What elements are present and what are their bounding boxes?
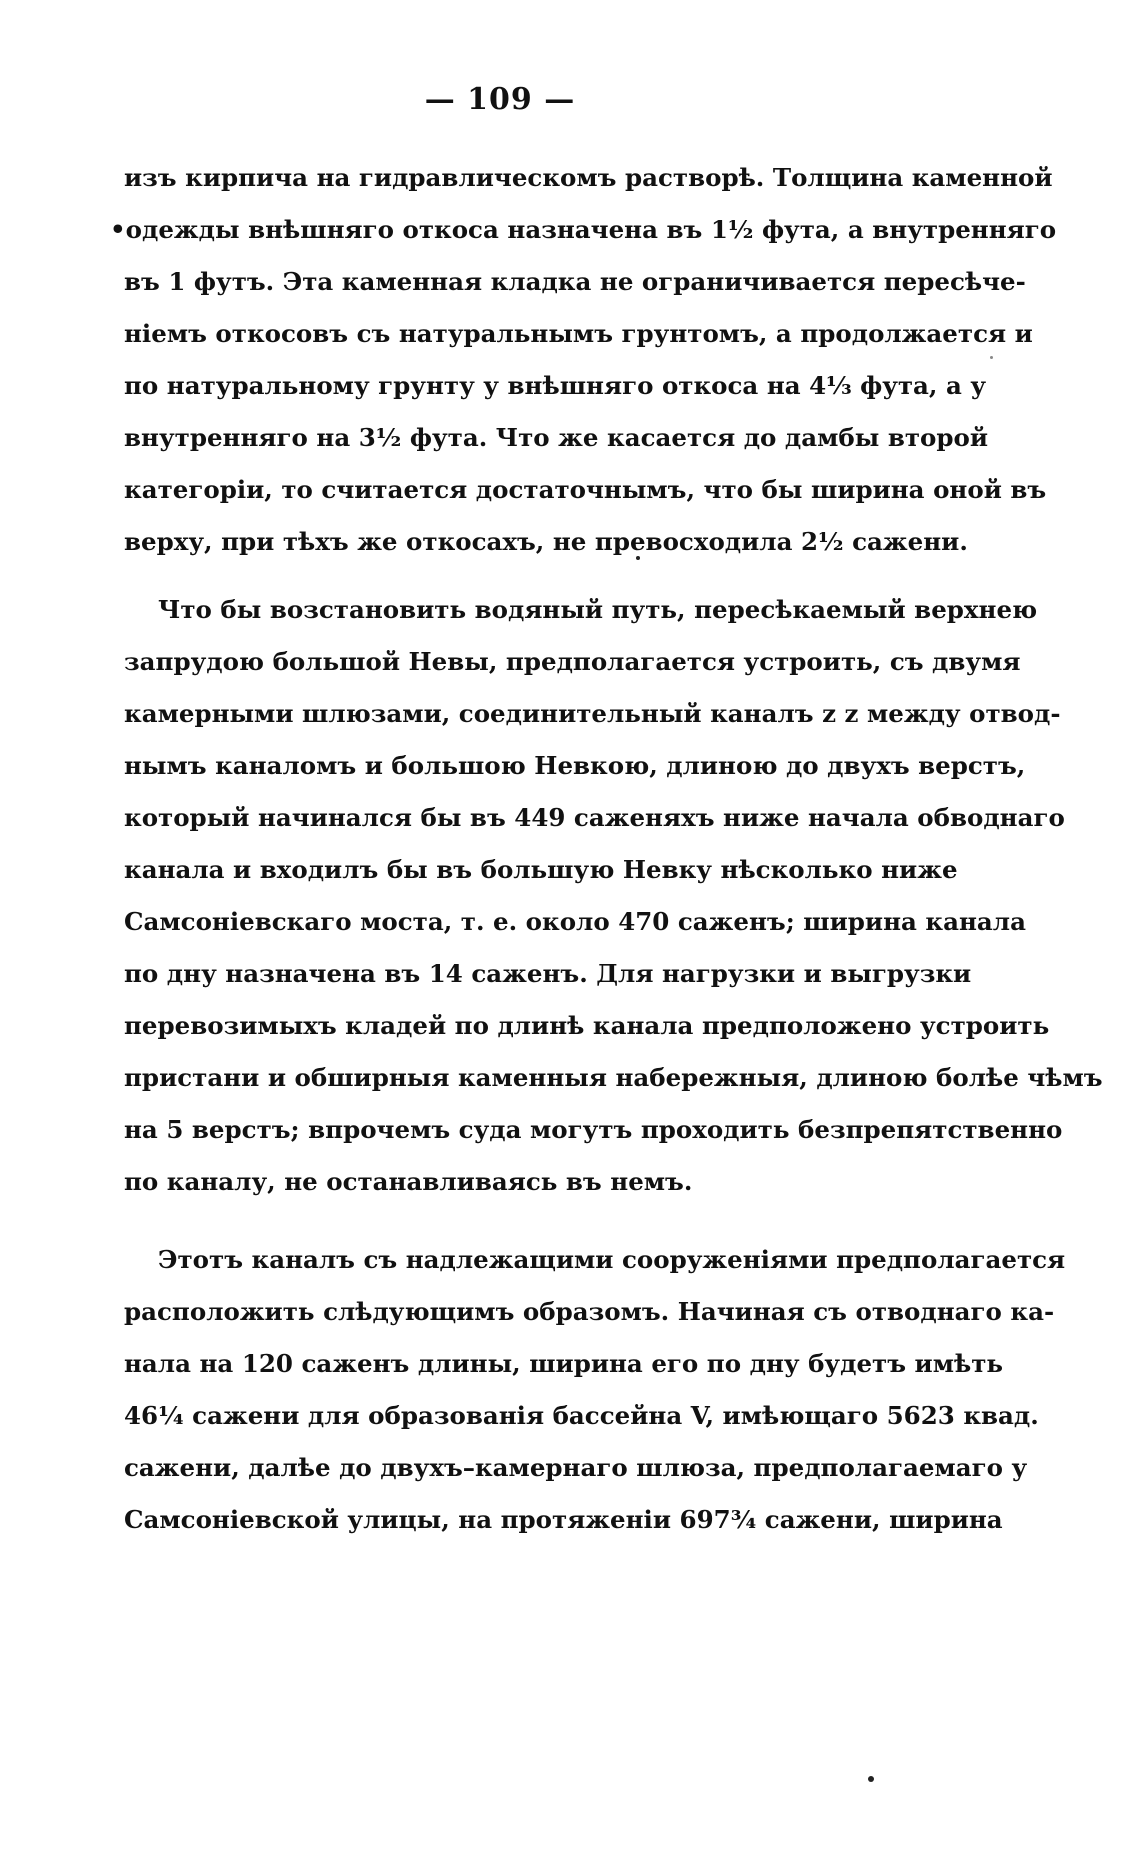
text-line: нала на 120 саженъ длины, ширина его по дну будетъ имѣть xyxy=(124,1349,1004,1378)
text-line: въ 1 футъ. Эта каменная кладка не ограничивается пересѣче- xyxy=(124,267,1026,296)
text-line: Самсоніевскаго моста, т. е. около 470 саженъ; ширина канала xyxy=(124,907,1026,936)
text-line: Этотъ каналъ съ надлежащими сооруженіями предполагается xyxy=(158,1245,1066,1274)
ink-speck xyxy=(868,1776,874,1782)
ink-speck xyxy=(636,556,640,560)
paragraph-2 xyxy=(124,584,1103,1208)
text-line: запрудою большой Невы, предполагается устроить, съ двумя xyxy=(124,647,1021,676)
paragraph-1 xyxy=(110,152,1057,568)
text-line: камерными шлюзами, соединительный каналъ z z между отвод- xyxy=(124,699,1061,728)
ink-speck xyxy=(990,356,993,359)
text-line: категоріи, то считается достаточнымъ, что бы ширина оной въ xyxy=(124,475,1047,504)
text-line: внутренняго на 3½ фута. Что же касается до дамбы второй xyxy=(124,423,989,452)
text-line: верху, при тѣхъ же откосахъ, не превосходила 2½ сажени. xyxy=(124,527,968,556)
text-line: Самсоніевской улицы, на протяженіи 697¾ сажени, ширина xyxy=(124,1505,1003,1534)
text-line: по каналу, не останавливаясь въ немъ. xyxy=(124,1167,693,1196)
text-line: канала и входилъ бы въ большую Невку нѣсколько ниже xyxy=(124,855,958,884)
text-line: 46¼ сажени для образованія бассейна V, имѣющаго 5623 квад. xyxy=(124,1401,1039,1430)
text-line: ніемъ откосовъ съ натуральнымъ грунтомъ, а продолжается и xyxy=(124,319,1033,348)
text-line: по натуральному грунту у внѣшняго откоса на 4⅓ фута, а у xyxy=(124,371,987,400)
text-line: нымъ каналомъ и большою Невкою, длиною до двухъ верстъ, xyxy=(124,751,1026,780)
text-line: •одежды внѣшняго откоса назначена въ 1½ фута, а внутренняго xyxy=(110,215,1057,244)
text-line: на 5 верстъ; впрочемъ суда могутъ проходить безпрепятственно xyxy=(124,1115,1063,1144)
paragraph-3 xyxy=(124,1234,1066,1546)
text-line: перевозимыхъ кладей по длинѣ канала предположено устроить xyxy=(124,1011,1050,1040)
text-line: сажени, далѣе до двухъ–камернаго шлюза, предполагаемаго у xyxy=(124,1453,1028,1482)
text-line: который начинался бы въ 449 саженяхъ ниже начала обводнаго xyxy=(124,803,1065,832)
text-line: Что бы возстановить водяный путь, пересѣкаемый верхнею xyxy=(158,595,1038,624)
text-line: изъ кирпича на гидравлическомъ растворѣ. Толщина каменной xyxy=(124,163,1053,192)
text-line: расположить слѣдующимъ образомъ. Начиная съ отводнаго ка- xyxy=(124,1297,1055,1326)
page-number: — 109 — xyxy=(424,82,576,117)
text-line: по дну назначена въ 14 саженъ. Для нагрузки и выгрузки xyxy=(124,959,972,988)
text-line: пристани и обширныя каменныя набережныя, длиною болѣе чѣмъ xyxy=(124,1063,1103,1092)
